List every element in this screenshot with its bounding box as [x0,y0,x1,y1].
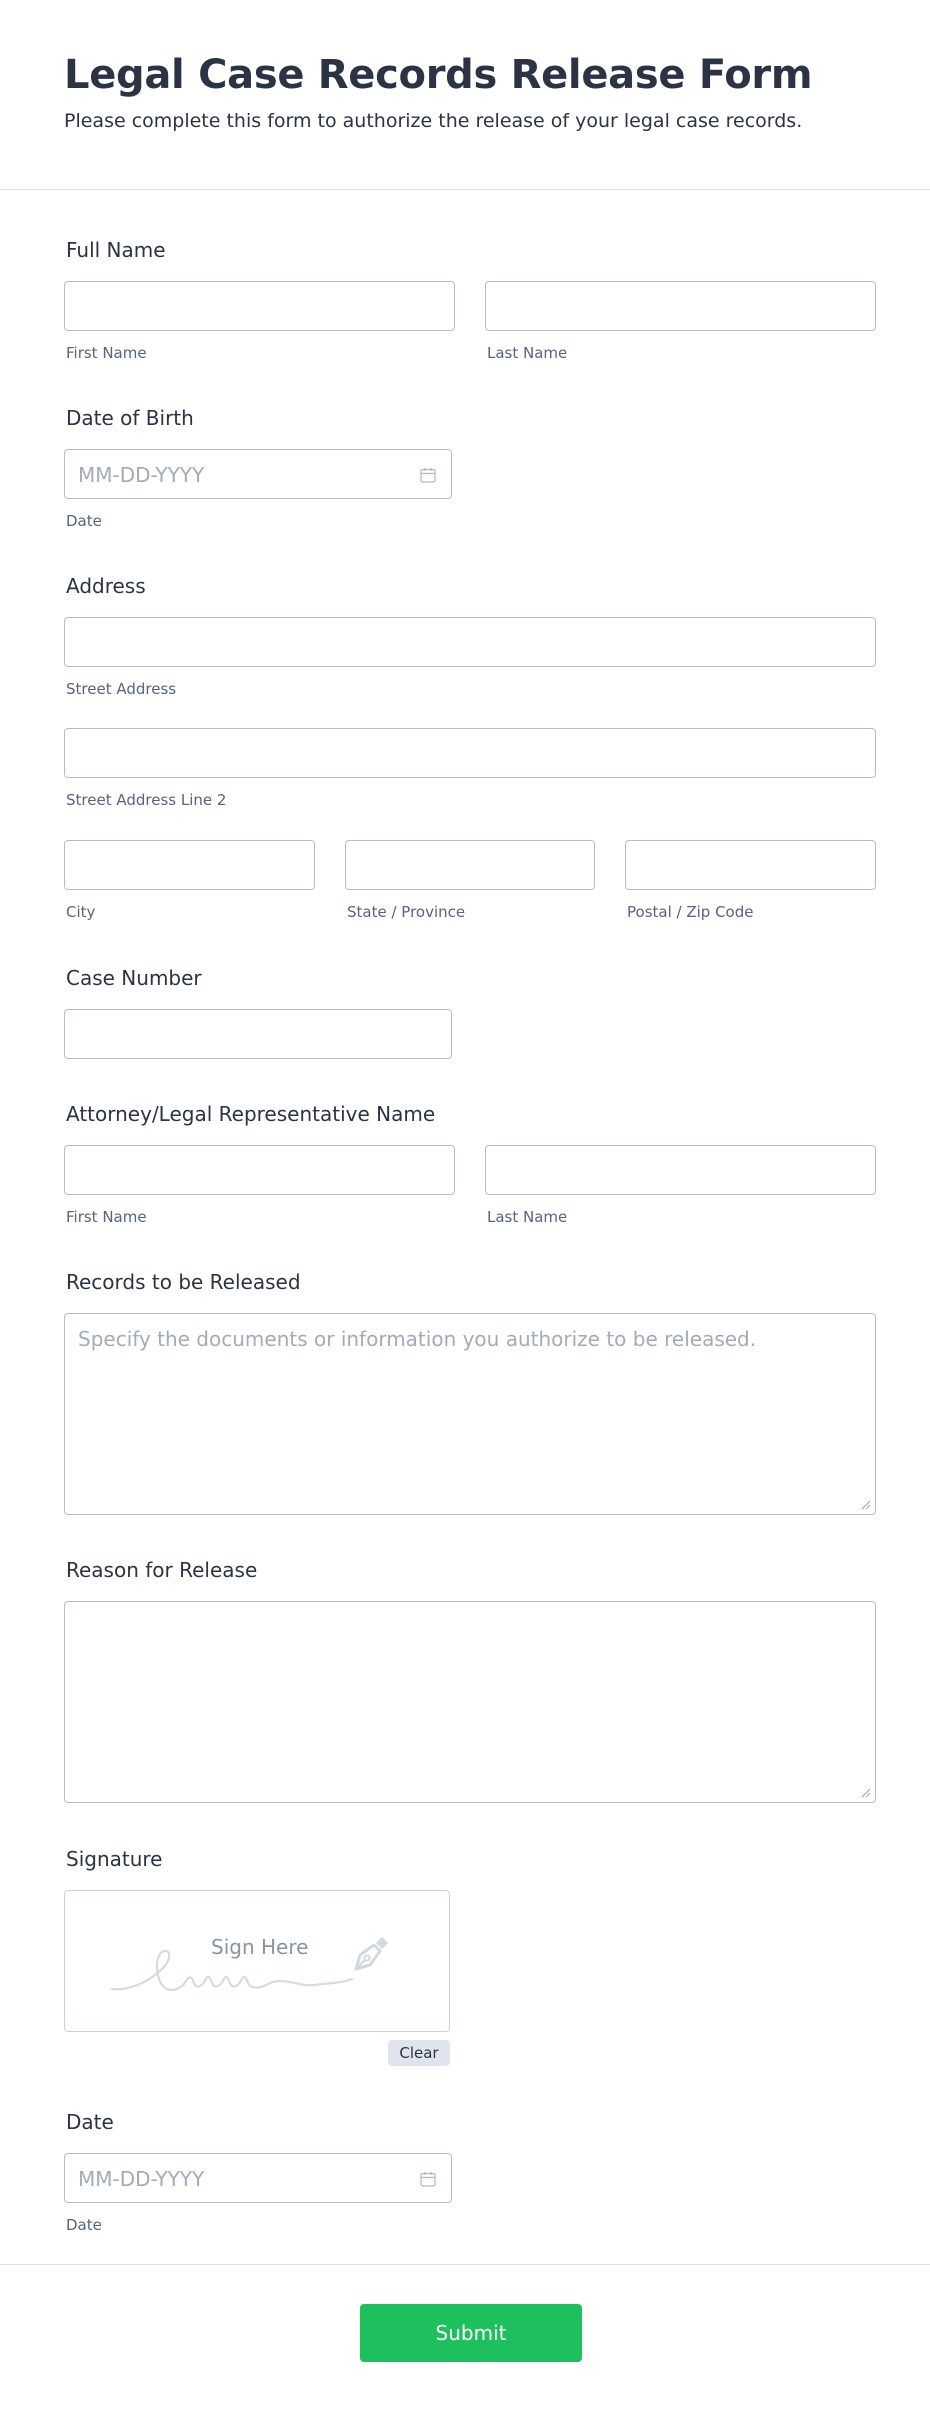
first-name-sublabel: First Name [66,344,147,362]
reason-textarea[interactable] [64,1601,876,1803]
date-input[interactable] [64,2153,452,2203]
reason-label: Reason for Release [66,1558,258,1582]
signature-pad[interactable] [64,1890,450,2032]
sign-here-prompt: Sign Here [211,1935,309,1959]
city-input[interactable] [64,840,315,890]
dob-placeholder: MM-DD-YYYY [78,463,205,487]
records-label: Records to be Released [66,1270,301,1294]
calendar-icon[interactable] [419,2170,437,2188]
attorney-last-name-input[interactable] [485,1145,876,1195]
state-sublabel: State / Province [347,903,466,921]
attorney-label: Attorney/Legal Representative Name [66,1102,436,1126]
address-label: Address [66,574,146,598]
dob-label: Date of Birth [66,406,194,430]
records-textarea[interactable] [64,1313,876,1515]
city-sublabel: City [66,903,96,921]
date-sublabel: Date [66,2216,102,2234]
dob-input[interactable] [64,449,452,499]
signature-label: Signature [66,1847,163,1871]
resize-grip-icon[interactable] [861,1500,871,1510]
case-number-label: Case Number [66,966,202,990]
clear-signature-button[interactable]: Clear [388,2040,450,2066]
calendar-icon[interactable] [419,466,437,484]
street-address-line2-input[interactable] [64,728,876,778]
resize-grip-icon[interactable] [861,1788,871,1798]
street-address-input[interactable] [64,617,876,667]
full-name-label: Full Name [66,238,166,262]
last-name-input[interactable] [485,281,876,331]
submit-button[interactable]: Submit [360,2304,582,2362]
form-header [0,0,930,190]
attorney-first-name-sublabel: First Name [66,1208,147,1226]
date-placeholder: MM-DD-YYYY [78,2167,205,2191]
records-placeholder: Specify the documents or information you authorize to be released. [78,1327,757,1351]
attorney-last-name-sublabel: Last Name [487,1208,568,1226]
attorney-first-name-input[interactable] [64,1145,455,1195]
zip-input[interactable] [625,840,876,890]
street-address-sublabel: Street Address [66,680,177,698]
zip-sublabel: Postal / Zip Code [627,903,754,921]
form-subtitle: Please complete this form to authorize the release of your legal case records. [64,110,803,132]
form-title: Legal Case Records Release Form [64,52,813,98]
street-address-line2-sublabel: Street Address Line 2 [66,791,227,809]
dob-sublabel: Date [66,512,102,530]
state-input[interactable] [345,840,595,890]
first-name-input[interactable] [64,281,455,331]
pen-nib-icon [350,1931,394,1975]
last-name-sublabel: Last Name [487,344,568,362]
date-label: Date [66,2110,114,2134]
footer-divider [0,2264,930,2265]
case-number-input[interactable] [64,1009,452,1059]
